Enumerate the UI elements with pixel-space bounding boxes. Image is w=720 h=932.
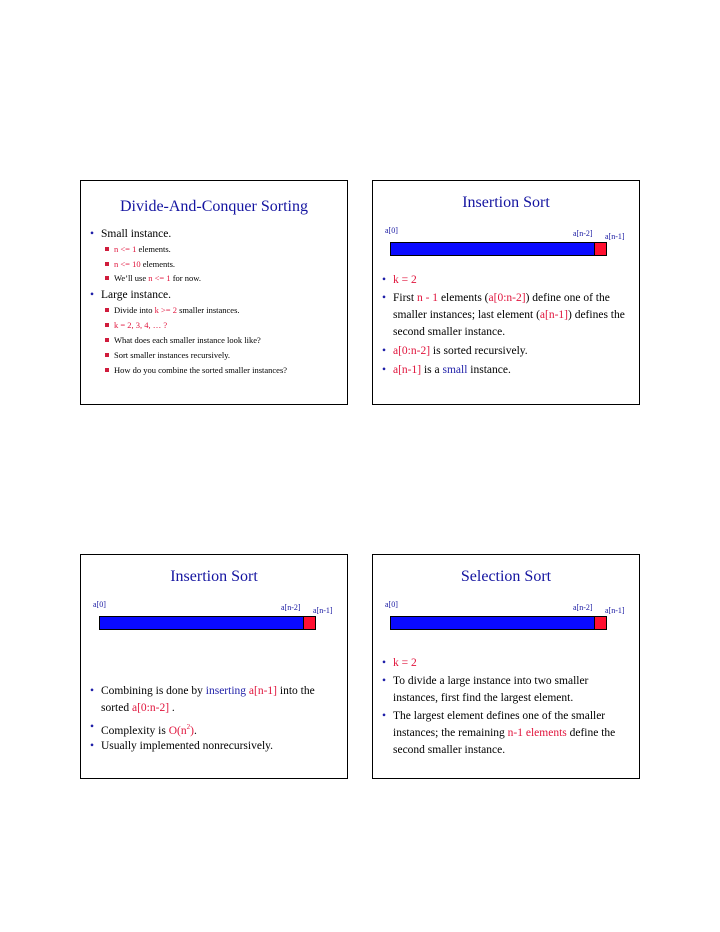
array-bar [99, 616, 316, 630]
label-an2: a[n-2] [573, 603, 593, 612]
slide-selection-sort [372, 554, 640, 779]
square-bullet-icon [105, 353, 109, 357]
bullet-small-instance [90, 226, 340, 243]
square-bullet-icon [105, 368, 109, 372]
bullet-text: Small instance. [101, 228, 172, 240]
bullet: • a[n-1] is a small instance. [382, 362, 632, 379]
bullet-dot: • [90, 721, 95, 733]
sub-bullet: We’ll use n <= 1 for now. [105, 272, 340, 284]
slide-title: Insertion Sort [170, 568, 258, 585]
sub-bullet: Divide into k >= 2 smaller instances. [105, 304, 340, 316]
bullet: • a[0:n-2] is sorted recursively. [382, 343, 632, 360]
sub-bullet: n <= 10 elements. [105, 258, 340, 270]
slide-title: Insertion Sort [462, 194, 550, 211]
label-a0: a[0] [385, 226, 398, 235]
sub-bullet: Sort smaller instances recursively. [105, 349, 340, 361]
bullet-dot: • [382, 274, 387, 286]
square-bullet-icon [105, 262, 109, 266]
bullet-dot: • [382, 345, 387, 357]
bullet-dot: • [382, 364, 387, 376]
bullet-text: Large instance. [101, 289, 172, 301]
square-bullet-icon [105, 323, 109, 327]
array-bar [390, 616, 607, 630]
bullet: • Combining is done by inserting a[n-1] into the sorted a[0:n-2] . [90, 685, 315, 714]
bullet-dot: • [90, 228, 95, 240]
label-an2: a[n-2] [573, 229, 593, 238]
sub-bullet: n <= 1 elements. [105, 243, 340, 255]
sub-bullet: k = 2, 3, 4, … ? [105, 319, 340, 331]
bullet-dot: • [382, 675, 387, 687]
sub-bullet: How do you combine the sorted smaller instances? [105, 364, 340, 376]
array-last-element [303, 617, 315, 629]
bullet-dot: • [90, 740, 95, 752]
label-an2: a[n-2] [281, 603, 301, 612]
array-bar [390, 242, 607, 256]
bullet-dot: • [90, 289, 95, 301]
slide-divide-and-conquer [80, 180, 348, 405]
slide-title: Divide-And-Conquer Sorting [120, 198, 308, 215]
bullet: • Usually implemented nonrecursively. [90, 738, 340, 755]
square-bullet-icon [105, 276, 109, 280]
array-last-element [594, 243, 606, 255]
bullet: • The largest element defines one of the smaller instances; the remaining n-1 elements define the second smaller instance. [382, 710, 616, 756]
square-bullet-icon [105, 308, 109, 312]
label-an1: a[n-1] [313, 606, 333, 615]
bullet-dot: • [382, 657, 387, 669]
slide-insertion-sort-1 [372, 180, 640, 405]
slide-insertion-sort-2 [80, 554, 348, 779]
bullet-dot: • [382, 292, 387, 304]
square-bullet-icon [105, 247, 109, 251]
bullet: • To divide a large instance into two smaller instances, first find the largest element. [382, 675, 589, 704]
sub-bullet: What does each smaller instance look like? [105, 334, 340, 346]
bullet-dot: • [382, 710, 387, 722]
label-a0: a[0] [385, 600, 398, 609]
slide-title: Selection Sort [460, 568, 552, 585]
bullet-dot: • [90, 685, 95, 697]
bullet: • k = 2 [382, 272, 632, 289]
array-last-element [594, 617, 606, 629]
bullet-large-instance [90, 287, 340, 304]
label-an1: a[n-1] [605, 606, 625, 615]
label-an1: a[n-1] [605, 232, 625, 241]
square-bullet-icon [105, 338, 109, 342]
bullet: • First n - 1 elements (a[0:n-2]) define one of the smaller instances; last element (a[n-1]) defines the second smaller instance. [382, 292, 625, 338]
bullet: • k = 2 [382, 655, 632, 672]
bullet: • Complexity is $O(n^2)$. [90, 721, 197, 737]
label-a0: a[0] [93, 600, 106, 609]
